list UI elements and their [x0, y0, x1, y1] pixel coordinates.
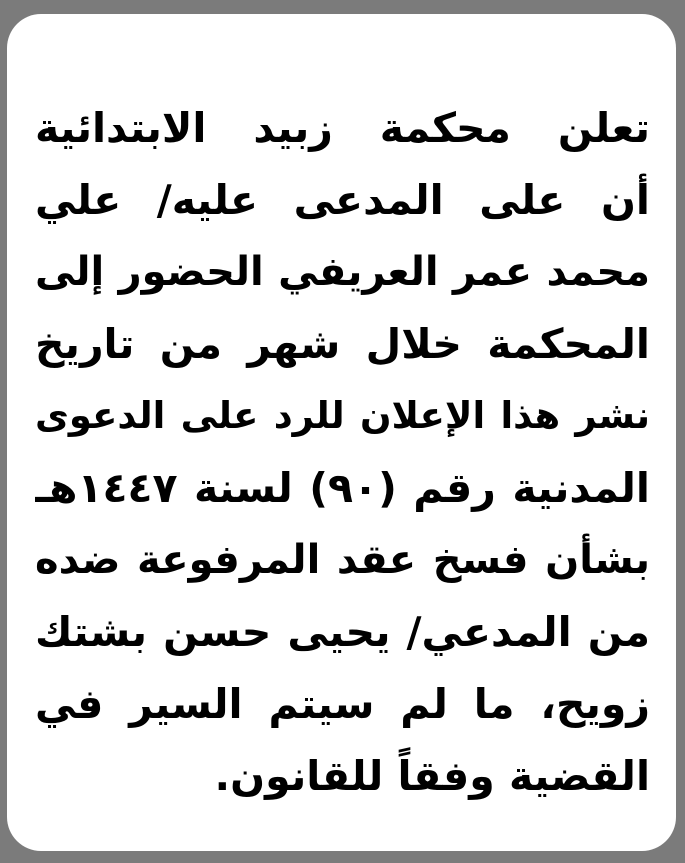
notice-line-2: أن على المدعى عليه/ علي	[35, 176, 650, 224]
notice-card	[7, 14, 676, 851]
court-notice-text	[35, 92, 650, 812]
notice-line-7: بشأن فسخ عقد المرفوعة ضده	[35, 537, 650, 583]
notice-line-5: نشر هذا الإعلان للرد على الدعوى	[35, 394, 650, 437]
notice-line-10: القضية وفقاً للقانون.	[214, 752, 650, 800]
notice-line-1: تعلن محكمة زبيد الابتدائية	[35, 104, 650, 152]
notice-line-9: زويح، ما لم سيتم السير في	[35, 680, 650, 728]
notice-line-3: محمد عمر العريفي الحضور إلى	[35, 249, 650, 295]
notice-line-6: المدنية رقم (٩٠) لسنة ١٤٤٧هـ	[35, 464, 650, 512]
notice-line-4: المحكمة خلال شهر من تاريخ	[35, 320, 650, 368]
notice-line-8: من المدعي/ يحيى حسن بشتك	[35, 608, 650, 656]
